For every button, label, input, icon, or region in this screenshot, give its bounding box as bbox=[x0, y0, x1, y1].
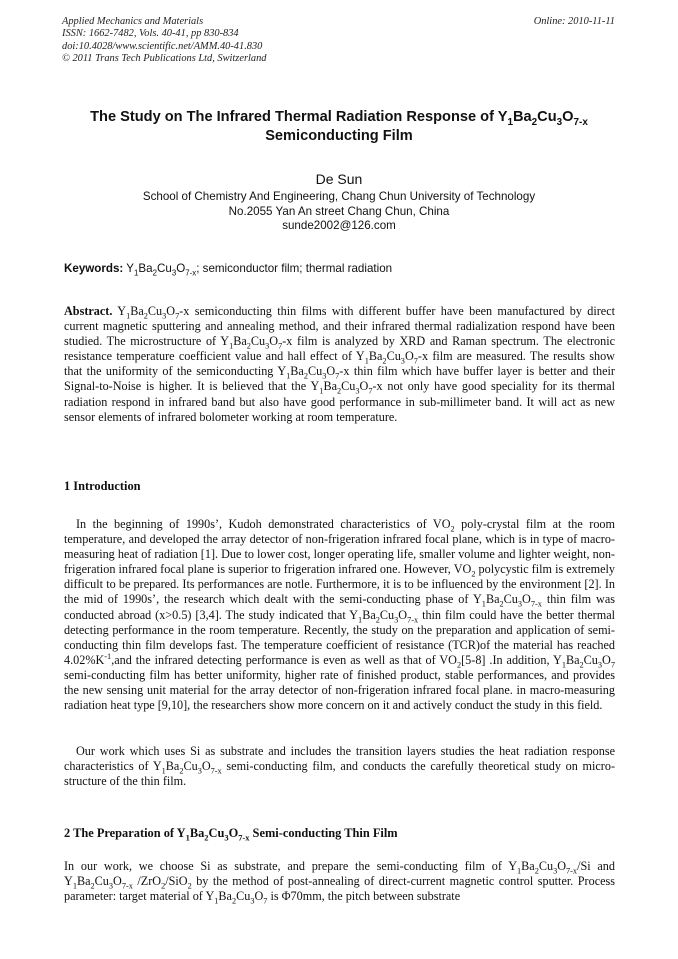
introduction-paragraph-2: Our work which uses Si as substrate and includes the transition layers studies the heat radiation response characteristics of $Y_1Ba_2Cu_3O_{7-x}$ semi-conducting film, and conducts the carefully theoretical study on micro-structure of the thin film. bbox=[64, 744, 615, 789]
journal-header bbox=[62, 16, 615, 65]
abstract-label: Abstract. bbox=[64, 304, 113, 318]
journal-issn: ISSN: 1662-7482, Vols. 40-41, pp 830-834 bbox=[62, 28, 239, 40]
section-heading-introduction: 1 Introduction bbox=[64, 479, 141, 493]
email-line: sunde2002@126.com bbox=[282, 219, 396, 233]
address-line: No.2055 Yan An street Chang Chun, China bbox=[228, 204, 450, 218]
preparation-paragraph-1: In our work, we choose Si as substrate, and prepare the semi-conducting film of $Y_1Ba_2Cu_3O_{7-x}/Si$ and $Y_1Ba_2Cu_3O_{7-x}$ /ZrO$_2$/SiO$_2$ by the method of post-annealing of direct-current magnetic control sputter. Process parameter: target material of $Y_1Ba_2Cu_3O_7$ is Φ70mm, the pitch between substrate bbox=[64, 859, 615, 906]
online-date: Online: 2010-11-11 bbox=[533, 16, 615, 27]
keywords: Keywords: $Y_1Ba_2Cu_3O_{7-x}$; semiconductor film; thermal radiation bbox=[64, 262, 393, 278]
section-heading-preparation: 2 The Preparation of $Y_1Ba_2Cu_3O_{7-x}$ Semi-conducting Thin Film bbox=[64, 826, 398, 843]
paper-title: The Study on The Infrared Thermal Radiation Response of $Y_1Ba_2Cu_3O_{7-x}$ Semiconducting Film bbox=[90, 109, 588, 144]
author-affiliation bbox=[40, 190, 638, 234]
affiliation-line: School of Chemistry And Engineering, Chang Chun University of Technology bbox=[142, 190, 536, 203]
journal-doi: doi:10.4028/www.scientific.net/AMM.40-41.830 bbox=[62, 40, 263, 52]
keywords-label: Keywords: bbox=[64, 262, 124, 275]
abstract: Abstract. $Y_1Ba_2Cu_3O_7-x$ semiconducting thin films with different buffer have been manufactured by direct current magnetic sputtering and annealing method, and their infrared thermal radialization respond have been studied. The microstructure of $Y_1Ba_2Cu_3O_7-x$ film is analyzed by XRD and Raman spectrum. The electronic resistance temperature coefficient value and hall effect of $Y_1Ba_2Cu_3O_7-x$ film are measured. The results show that the uniformity of the semiconducting $Y_1Ba_2Cu_3O_7-x$ thin film which have buffer layer is better and their Signal-to-Noise is higher. It is believed that the $Y_1Ba_2Cu_3O_7-x$ not only have good speciality for its thermal radiation respond in infrared band but also have good performance in sub-millimeter band. It will act as new sensor elements of infrared bolometer working at room temperature. bbox=[64, 304, 615, 424]
author-name: De Sun bbox=[315, 171, 363, 187]
journal-copyright: © 2011 Trans Tech Publications Ltd, Switzerland bbox=[62, 52, 267, 64]
journal-name: Applied Mechanics and Materials bbox=[62, 16, 204, 27]
introduction-paragraph-1: In the beginning of 1990s’, Kudoh demonstrated characteristics of $VO_2$ poly-crystal film at the room temperature, and developed the array detector of non-frigeration infrared focal plane, which is in type of macro-measuring heat of radiation [1]. Due to lower cost, longer operating life, smaller volume and lighter weight, non-frigeration infrared focal plane is superior to frigeration infrared one. However, $VO_2$ polycystic film is extremely difficult to be prepared. Its performances are notle. Furthermore, it is to be influenced by the environment [2]. In the mid of 1990s’, the research which dealt with the semi-conducting phase of $Y_1Ba_2Cu_3O_{7-x}$ thin film was conducted abroad (x>0.5) [3,4]. The study indicated that $Y_1Ba_2Cu_3O_{7-x}$ thin film could have the better thermal detecting performance in the room temperature. Recently, the study on the preparation and application of semi-conducting thin film develops fast. The temperature coefficient of resistance (TCR)of the material has reached $4.02\%K^{-1},and$ the infrared detecting performance is even as well as that of $VO_2[5-8]$ .In addition, $Y_1Ba_2Cu_3O_7$ semi-conducting film has better uniformity, higher rate of finished product, stable performances, and provides the new sensing unit material for the array detector of non-frigeration infrared focal plane. in macro-measuring radiation heat type [9,10], the researchers show more concern on it and actively conduct the study in this field. bbox=[64, 517, 615, 713]
